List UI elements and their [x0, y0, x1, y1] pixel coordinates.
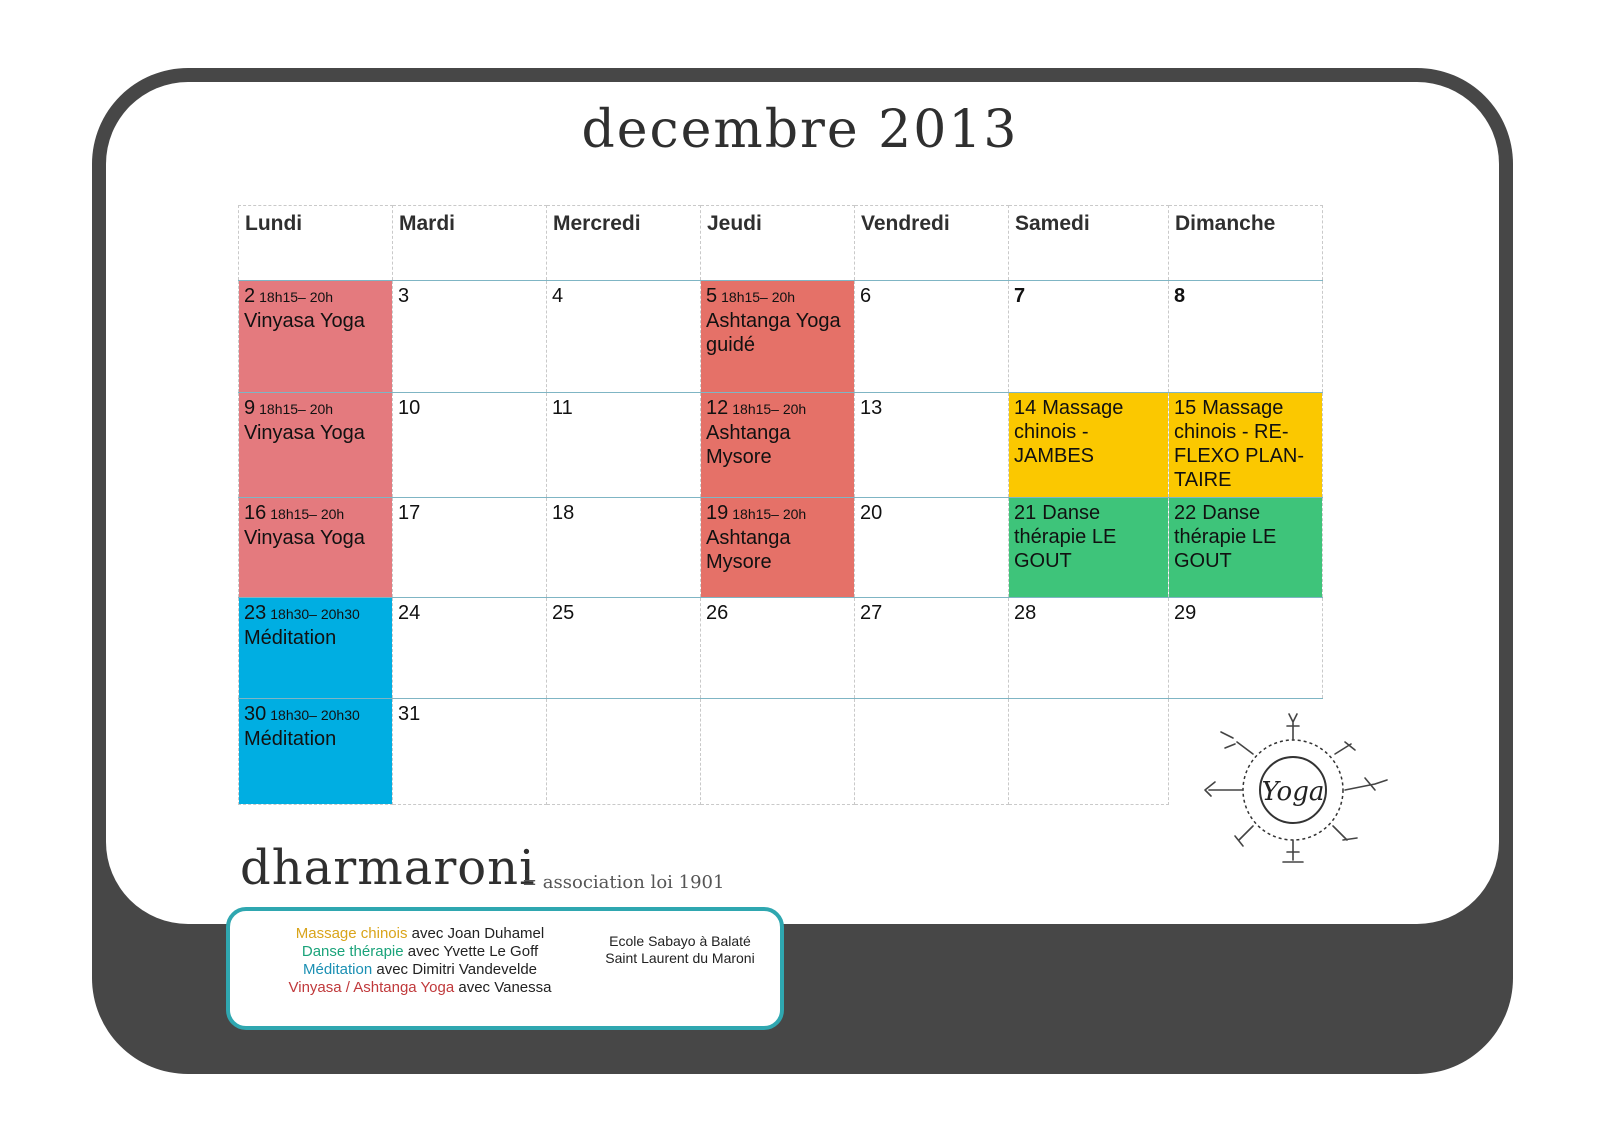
day-cell-16[interactable]	[239, 498, 393, 598]
day-number: 23	[244, 602, 267, 624]
session-time: 18h15– 20h	[259, 289, 334, 305]
info-box	[226, 907, 784, 1030]
day-cell-11	[547, 393, 701, 498]
day-cell-3	[393, 281, 547, 393]
day-number: 26	[706, 602, 729, 624]
day-number: 3	[398, 285, 410, 307]
weekday-vendredi: Vendredi	[855, 206, 1009, 281]
credit-line	[250, 943, 590, 961]
session-title: Vinyasa Yoga	[244, 422, 365, 444]
day-number: 27	[860, 602, 883, 624]
day-cell-14[interactable]	[1009, 393, 1169, 498]
calendar-body	[239, 281, 1323, 805]
day-number: 17	[398, 502, 421, 524]
credit-activity: Vinyasa / Ashtanga Yoga	[288, 979, 455, 996]
day-cell-17	[393, 498, 547, 598]
day-number: 16	[244, 502, 267, 524]
day-cell-20	[855, 498, 1009, 598]
yoga-emblem-icon	[1195, 712, 1405, 882]
weekday-jeudi: Jeudi	[701, 206, 855, 281]
day-number: 29	[1174, 602, 1197, 624]
day-number: 9	[244, 397, 256, 419]
day-number: 25	[552, 602, 575, 624]
session-title: Ashtanga Mysore	[706, 422, 791, 468]
session-title: Vinyasa Yoga	[244, 310, 365, 332]
school-line: Ecole Sabayo à Balaté	[609, 933, 751, 949]
session-time: 18h30– 20h30	[270, 707, 360, 723]
day-number: 31	[398, 703, 421, 725]
credit-line	[250, 961, 590, 979]
day-cell-30[interactable]	[239, 699, 393, 805]
credit-activity: Danse thérapie	[301, 943, 404, 960]
page-title: decembre 2013	[581, 100, 1019, 160]
day-number: 22	[1174, 502, 1197, 524]
day-number: 6	[860, 285, 872, 307]
day-number: 8	[1174, 285, 1186, 307]
day-cell-6	[855, 281, 1009, 393]
calendar-table	[238, 205, 1323, 805]
day-number: 18	[552, 502, 575, 524]
day-number: 28	[1014, 602, 1037, 624]
day-cell-24	[393, 598, 547, 699]
day-cell-21[interactable]	[1009, 498, 1169, 598]
session-title: Danse thérapie LE GOUT	[1014, 502, 1117, 572]
day-cell-28	[1009, 598, 1169, 699]
session-time: 18h15– 20h	[259, 401, 334, 417]
day-number: 21	[1014, 502, 1037, 524]
weekday-dimanche: Dimanche	[1169, 206, 1323, 281]
day-number: 5	[706, 285, 718, 307]
day-cell-7	[1009, 281, 1169, 393]
weekday-samedi: Samedi	[1009, 206, 1169, 281]
session-time: 18h15– 20h	[270, 506, 345, 522]
day-cell-23[interactable]	[239, 598, 393, 699]
weekday-header	[239, 206, 1323, 281]
day-cell-9[interactable]	[239, 393, 393, 498]
day-cell-13	[855, 393, 1009, 498]
weekday-lundi: Lundi	[239, 206, 393, 281]
session-title: Méditation	[244, 728, 337, 750]
session-time: 18h15– 20h	[721, 289, 796, 305]
school-line: Saint Laurent du Maroni	[605, 950, 755, 966]
session-title: Méditation	[244, 627, 337, 649]
empty-day-cell	[701, 699, 855, 805]
session-title: Ashtanga Yoga guidé	[706, 310, 841, 356]
weekday-mardi: Mardi	[393, 206, 547, 281]
day-cell-18	[547, 498, 701, 598]
school-address	[590, 933, 770, 967]
credit-line	[250, 925, 590, 943]
day-number: 19	[706, 502, 729, 524]
session-time: 18h15– 20h	[732, 401, 807, 417]
day-number: 13	[860, 397, 883, 419]
day-number: 2	[244, 285, 256, 307]
calendar-week-row	[239, 393, 1323, 498]
day-number: 11	[552, 397, 573, 419]
day-cell-25	[547, 598, 701, 699]
day-cell-12[interactable]	[701, 393, 855, 498]
day-cell-2[interactable]	[239, 281, 393, 393]
day-cell-4	[547, 281, 701, 393]
credit-teacher: avec Dimitri Vandevelde	[372, 961, 537, 978]
empty-day-cell	[855, 699, 1009, 805]
day-cell-5[interactable]	[701, 281, 855, 393]
calendar-week-row	[239, 498, 1323, 598]
session-title: Vinyasa Yoga	[244, 527, 365, 549]
day-number: 14	[1014, 397, 1037, 419]
day-number: 20	[860, 502, 883, 524]
credit-teacher: avec Yvette Le Goff	[403, 943, 539, 960]
day-cell-31	[393, 699, 547, 805]
calendar-week-row	[239, 699, 1323, 805]
day-cell-15[interactable]	[1169, 393, 1323, 498]
day-cell-8	[1169, 281, 1323, 393]
weekday-mercredi: Mercredi	[547, 206, 701, 281]
association-label: = association loi 1901	[522, 872, 725, 893]
dharmaroni-logo: dharmaroni	[240, 840, 536, 896]
day-number: 12	[706, 397, 729, 419]
calendar-week-row	[239, 598, 1323, 699]
empty-day-cell	[547, 699, 701, 805]
day-number: 24	[398, 602, 421, 624]
day-cell-29	[1169, 598, 1323, 699]
day-number: 10	[398, 397, 421, 419]
credit-teacher: avec Joan Duhamel	[407, 925, 545, 942]
day-cell-10	[393, 393, 547, 498]
credit-teacher: avec Vanessa	[454, 979, 552, 996]
credit-activity: Méditation	[302, 961, 373, 978]
credit-activity: Massage chinois	[295, 925, 408, 942]
session-time: 18h30– 20h30	[270, 606, 360, 622]
session-title: Massage chinois - RE-FLEXO PLAN-TAIRE	[1174, 397, 1305, 491]
day-number: 15	[1174, 397, 1197, 419]
session-time: 18h15– 20h	[732, 506, 807, 522]
day-number: 7	[1014, 285, 1026, 307]
session-title: Danse thérapie LE GOUT	[1174, 502, 1277, 572]
day-cell-26	[701, 598, 855, 699]
day-cell-19[interactable]	[701, 498, 855, 598]
day-number: 30	[244, 703, 267, 725]
calendar-week-row	[239, 281, 1323, 393]
day-number: 4	[552, 285, 564, 307]
session-title: Ashtanga Mysore	[706, 527, 791, 573]
day-cell-22[interactable]	[1169, 498, 1323, 598]
credit-line	[250, 979, 590, 997]
session-title: Massage chinois - JAMBES	[1014, 397, 1124, 467]
teacher-credits	[250, 925, 590, 997]
empty-day-cell	[1009, 699, 1169, 805]
emblem-text: Yoga	[1261, 777, 1325, 807]
day-cell-27	[855, 598, 1009, 699]
